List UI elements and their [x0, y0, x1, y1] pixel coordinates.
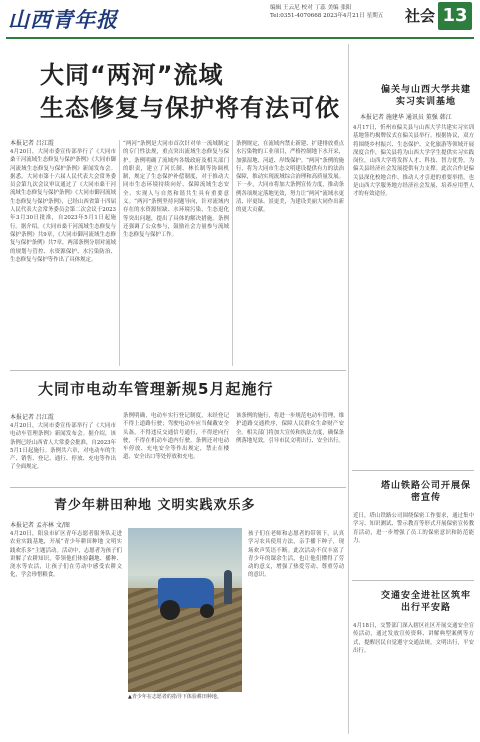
lead-byline: 本报记者 吕江霞 [10, 140, 54, 147]
date-line: Tel:0351-4070668 2023年4月21日 星期五 [270, 13, 384, 19]
right-story-3-body: 4月18日，交警部门深入辖区社区开展交通安全宣传活动，通过发放宣传资料、讲解典型案例等方式，提醒居民自觉遵守交通法规，文明出行，平安出行。 [353, 623, 474, 654]
masthead-rule [6, 37, 474, 39]
lead-headline-line-1: 大同“两河”流域 [40, 61, 224, 89]
right-story-body: 4月17日，忻州市偏关县与山西大学共建实习实训基地签约揭牌仪式在偏关县举行。根据协议，双方将围绕乡村振兴、生态保护、文化旅游等领域开展深度合作，偏关县将为山西大学学生提供实习实践岗位，山西大学将发挥人才、科技、智力优势，为偏关县经济社会发展提供有力支撑。此次合作是偏关县深化校地合作、推动人才引进的重要举措，也是山西大学服务地方经济社会发展、培养应用型人才的有效途径。 [353, 125, 474, 198]
ev-column-2: 条例明确，电动车实行登记制度，未经登记不得上道路行驶；驾驶电动车应当佩戴安全头盔，不得违反交通信号通行，不得逆向行驶，不得在机动车道内行驶。条例还对电动车停放、充电安全等作出规定，禁止在楼道、安全出口等处停放和充电。 [123, 413, 229, 461]
editor-line: 编辑 王云尼 校对 丁蕊 美编 张阳 [270, 5, 352, 11]
ev-headline: 大同市电动车管理新规5月起施行 [38, 380, 274, 398]
section-divider-1 [10, 370, 346, 371]
column-divider [119, 140, 120, 366]
lead-column-2: “两河”条例是大同市首次针对单一流域制定的专门性法规，重点突出流域生态修复与保护。条例明确了流域内各级政府及相关部门的职责，建立了河长制、林长制等协调机制，规定了生态保护补偿制度，对于推动大同市生态环境持续向好、保障流域生态安全、实现人与自然和谐共生具有重要意义。“两河”条例坚持问题导向，针对流域内存在的水资源短缺、水环境污染、生态退化等突出问题，提出了具体的解决措施。条例还强调了公众参与，鼓励社会力量参与流域生态修复与保护工作。 [123, 141, 229, 239]
photo-sky [128, 528, 242, 576]
right-divider-2 [352, 580, 474, 581]
masthead-meta [270, 4, 415, 20]
right-column-divider [348, 44, 349, 734]
section-title: 社会 [405, 7, 436, 25]
right-story-headline: 偏关与山西大学共建实习实训基地 [380, 85, 471, 107]
photo-caption: ▲青少年在志愿者的指导下体验耕田种地。 [128, 694, 222, 700]
right-story-3-headline: 交通安全进社区筑牢出行平安路 [380, 591, 471, 613]
newspaper-logo: 山西青年报 [8, 7, 118, 32]
lead-headline-line-2: 生态修复与保护将有法可依 [40, 94, 340, 122]
photo-wheel [160, 600, 180, 620]
photo-person [224, 570, 232, 604]
farm-headline: 青少年耕田种地 文明实践欢乐多 [54, 498, 256, 513]
farm-byline: 本报记者 孟亦林 文/图 [10, 522, 70, 529]
right-divider-1 [352, 470, 474, 471]
right-story-2-body: 近日，塔山铁路公司围绕保密工作要求，通过集中学习、知识测试、警示教育等形式开展保密宣传教育活动，进一步增强了员工的保密意识和防范能力。 [353, 513, 474, 544]
farm-photo [128, 528, 242, 692]
farm-column-right: 孩子们在老师和志愿者的带领下，认真学习农具使用方法，亲手播下种子，现场欢声笑语不断。此次活动不仅丰富了青少年的课余生活，也让他们懂得了劳动的意义，增强了热爱劳动、尊重劳动的意识。 [248, 531, 344, 579]
column-divider [232, 140, 233, 366]
photo-wheel [200, 604, 214, 618]
farm-column-left: 4月20日，阳泉市矿区青年志愿者服务队走进农业实践基地，开展“青少年耕田种地 文明实践欢乐多”主题活动。活动中，志愿者为孩子们讲解了农耕知识，带领他们体验翻地、播种、浇水等农活，让孩子们在劳动中感受农耕文化，学会珍惜粮食。 [10, 531, 122, 579]
ev-column-3: 该条例的施行，将进一步规范电动车管理，维护道路交通秩序，保障人民群众生命财产安全。相关部门将加大宣传和执法力度，确保条例落地见效，引导市民文明出行、安全出行。 [236, 413, 344, 444]
ev-byline: 本报记者 吕江霞 [10, 414, 54, 421]
ev-column-1: 4月20日，大同市委宣传部举行了《大同市电动车管理条例》新闻发布会。据介绍，该条例已经山西省人大常委会批准，自2023年5月1日起施行。条例共六章，对电动车的生产、销售、登记、通行、停放、充电等作出了全面规定。 [10, 423, 116, 471]
right-story-byline: 本报记者 施建华 通讯员 董强 韩江 [360, 114, 452, 121]
page-number: 13 [438, 2, 472, 30]
lead-column-1: 4月20日，大同市委宣传部举行了《大同市桑干河流域生态修复与保护条例》《大同市御河流域生态修复与保护条例》新闻发布会。据悉，大同市第十六届人民代表大会常务委员会第九次会议审议通过了《大同市桑干河流域生态修复与保护条例》《大同市御河流域生态修复与保护条例》，已经山西省第十四届人民代表大会常务委员会第二次会议于2023年3月30日批准，自2023年5月1日起施行。据介绍，《大同市桑干河流域生态修复与保护条例》共9章，《大同市御河流域生态修复与保护条例》共7章，两部条例分别对流域的规划与管控、水资源保护、水污染防治、生态修复与保护等作出了具体规定。 [10, 149, 116, 263]
section-divider-2 [10, 487, 346, 488]
right-story-2-headline: 塔山铁路公司开展保密宣传 [380, 481, 471, 503]
lead-column-3: 条例规定，在流域内禁止新建、扩建排放重点水污染物的工业项目，严格控制地下水开采，加强湿地、河道、岸线保护。“两河”条例的施行，将为大同市生态文明建设提供有力的法治保障，推动实现流域综合治理和高质量发展。下一步，大同市将加大条例宣传力度，推动条例各项规定落地见效，努力让“两河”流域水更清、岸更绿、景更美，为建设美丽大同作出新的更大贡献。 [236, 141, 344, 214]
